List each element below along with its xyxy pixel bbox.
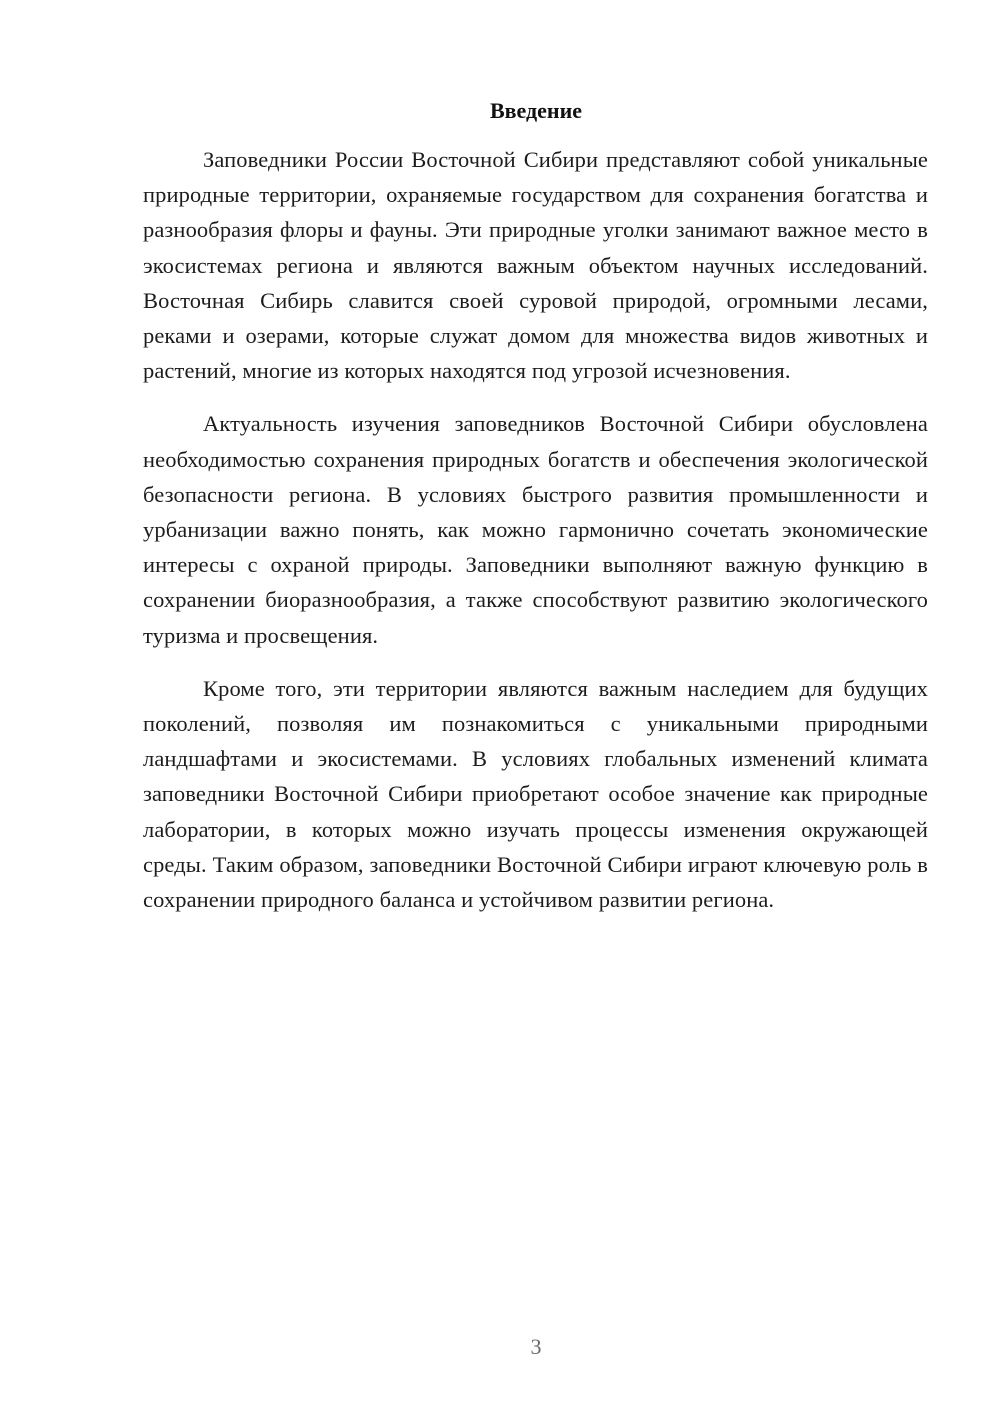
paragraph-1: Заповедники России Восточной Сибири представляют собой уникальные природные территории, охраняемые государством для сохранения богатства и разнообразия флоры и фауны. Эти природные уголки занимают важное место в экосистемах региона и являются важным объектом научных исследований. Восточная Сибирь славится своей суровой природой, огромными лесами, реками и озерами, которые служат домом для множества видов животных и растений, многие из которых находятся под угрозой исчезновения. bbox=[143, 147, 928, 384]
page-number: 3 bbox=[530, 1334, 542, 1359]
paragraph-3: Кроме того, эти территории являются важным наследием для будущих поколений, позволяя им познакомиться с уникальными природными ландшафтами и экосистемами. В условиях глобальных изменений климата заповедники Восточной Сибири приобретают особое значение как природные лаборатории, в которых можно изучать процессы изменения окружающей среды. Таким образом, заповедники Восточной Сибири играют ключевую роль в сохранении природного баланса и устойчивом развитии региона. bbox=[143, 675, 928, 913]
section-heading: Введение bbox=[489, 98, 583, 123]
body-text bbox=[143, 142, 928, 935]
paragraph-2: Актуальность изучения заповедников Восточной Сибири обусловлена необходимостью сохранения природных богатств и обеспечения экологической безопасности региона. В условиях быстрого развития промышленности и урбанизации важно понять, как можно гармонично сочетать экономические интересы с охраной природы. Заповедники выполняют важную функцию в сохранении биоразнообразия, а также способствуют развитию экологического туризма и просвещения. bbox=[143, 411, 928, 648]
